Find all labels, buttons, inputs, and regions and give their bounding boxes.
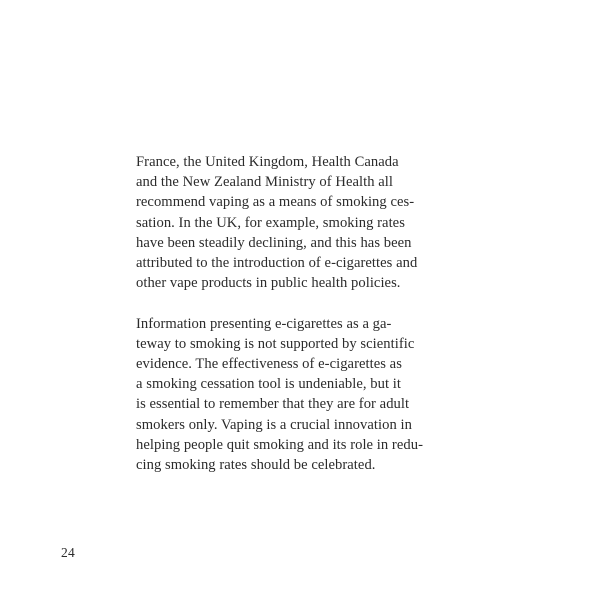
page-number: 24 <box>61 545 75 560</box>
body-text-block <box>136 152 476 475</box>
text-line: sation. In the UK, for example, smoking rates <box>136 214 405 231</box>
paragraph-2 <box>136 314 476 476</box>
text-line: smokers only. Vaping is a crucial innovation in <box>136 416 412 433</box>
text-line: France, the United Kingdom, Health Canada <box>136 154 399 170</box>
text-line: have been steadily declining, and this has been <box>136 234 412 251</box>
text-line: and the New Zealand Ministry of Health all <box>136 174 394 191</box>
text-line: helping people quit smoking and its role in redu- <box>136 436 423 453</box>
text-line: recommend vaping as a means of smoking ces- <box>136 194 415 211</box>
text-line: evidence. The effectiveness of e-cigarettes as <box>136 356 402 373</box>
text-line: Information presenting e-cigarettes as a ga- <box>136 315 392 332</box>
paragraph-1 <box>136 152 476 293</box>
text-line: other vape products in public health policies. <box>136 275 401 292</box>
text-line: teway to smoking is not supported by scientific <box>136 335 415 352</box>
text-line: is essential to remember that they are for adult <box>136 396 410 413</box>
text-line: cing smoking rates should be celebrated. <box>136 457 376 474</box>
text-line: a smoking cessation tool is undeniable, but it <box>136 376 401 393</box>
text-line: attributed to the introduction of e-cigarettes and <box>136 255 418 272</box>
